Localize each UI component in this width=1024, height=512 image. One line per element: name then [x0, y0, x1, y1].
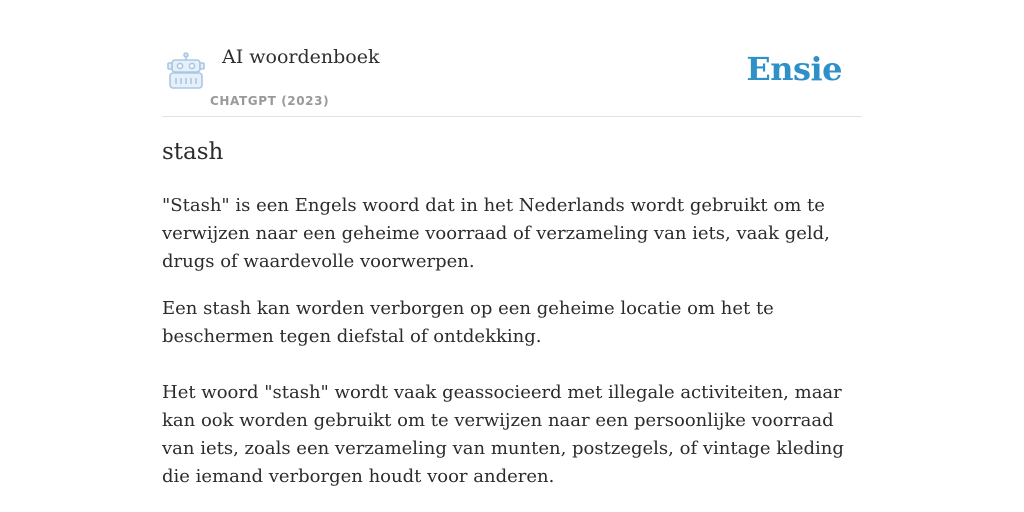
- brand-logo[interactable]: Ensie: [746, 50, 842, 88]
- robot-icon: [166, 52, 206, 90]
- entry-card: [162, 0, 862, 512]
- source-label: CHATGPT (2023): [210, 94, 330, 108]
- dictionary-title: AI woordenboek: [222, 46, 380, 68]
- entry-term: stash: [162, 139, 224, 165]
- definition-paragraph: "Stash" is een Engels woord dat in het Nederlands wordt gebruikt om te verwijzen naar een geheime voorraad of verzameling van iets, vaak geld, drugs of waardevolle voorwerpen.: [162, 195, 830, 272]
- entry-header: [162, 0, 862, 117]
- definition-paragraph: Het woord "stash" wordt vaak geassocieerd met illegale activiteiten, maar kan ook worden gebruikt om te verwijzen naar een persoonlijke voorraad van iets, zoals een verzameling van munten, postzegels, of vintage kleding die iemand verborgen houdt voor anderen.: [162, 382, 844, 487]
- definition-paragraph: Een stash kan worden verborgen op een geheime locatie om het te beschermen tegen diefstal of ontdekking.: [162, 298, 774, 347]
